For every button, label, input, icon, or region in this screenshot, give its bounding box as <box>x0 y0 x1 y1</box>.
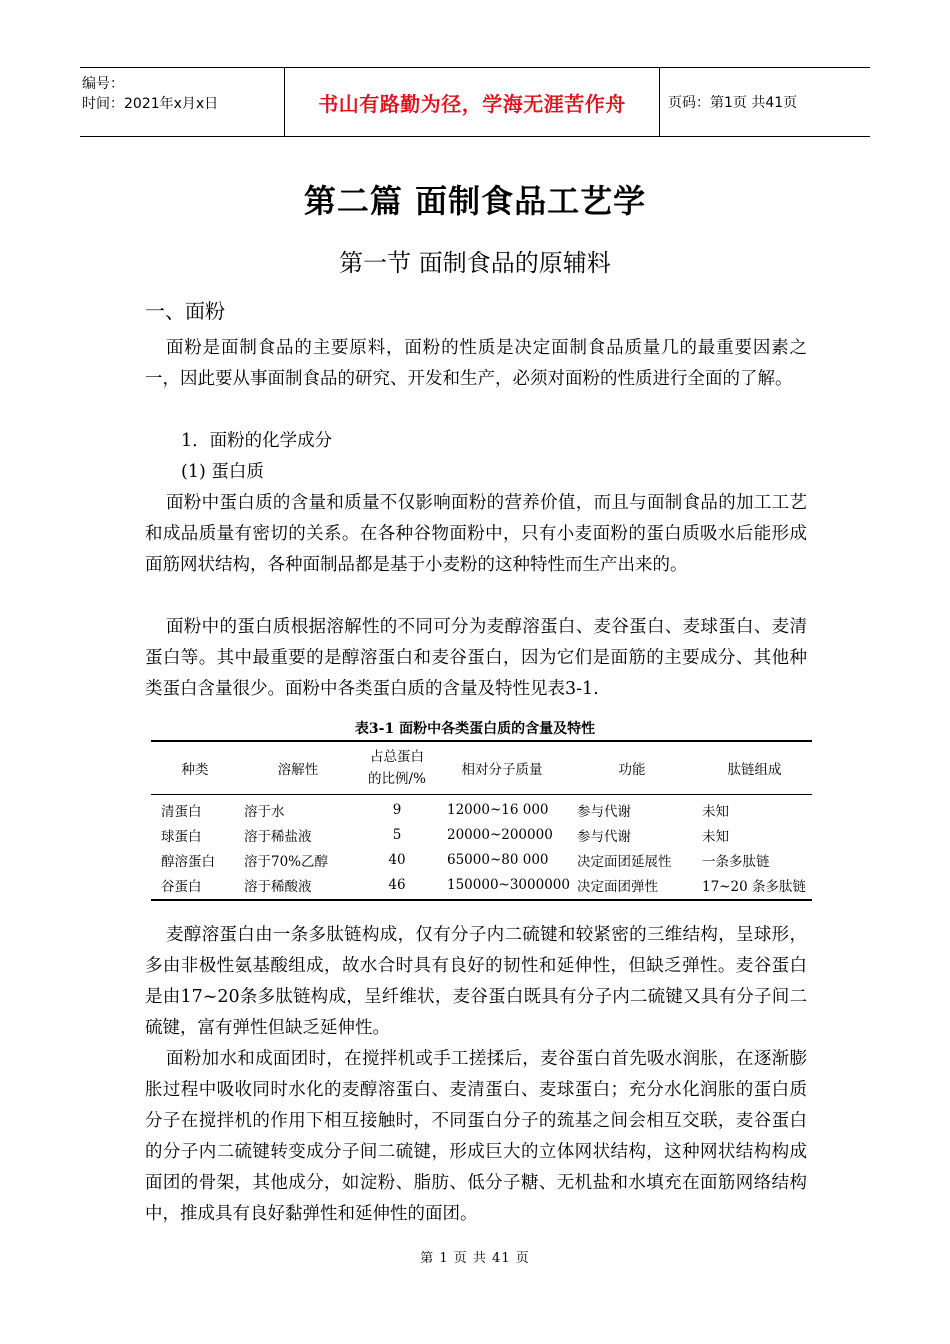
col-ratio-line1: 占总蛋白 <box>370 749 424 765</box>
cell-chain: 未知 <box>702 828 729 845</box>
table-row <box>151 847 812 872</box>
cell-solubility: 溶于稀盐液 <box>244 828 312 845</box>
cell-function: 决定面团弹性 <box>577 878 658 895</box>
page-header <box>80 67 870 137</box>
cell-ratio: 9 <box>392 801 402 818</box>
paragraph-5: 面粉加水和成面团时，在搅拌机或手工搓揉后，麦谷蛋白首先吸水润胀，在逐渐膨胀过程中吸收同时水化的麦醇溶蛋白、麦清蛋白、麦球蛋白；充分水化润胀的蛋白质分子在搅拌机的作用下相互接触时，不同蛋白分子的巯基之间会相互交联，麦谷蛋白的分子内二硫键转变成分子间二硫键，形成巨大的立体网状结构，这种网状结构构成面团的骨架，其他成分，如淀粉、脂肪、低分子糖、无机盐和水填充在面筋网络结构中，推成具有良好黏弹性和延伸性的面团。 <box>145 1049 807 1224</box>
cell-chain: 一条多肽链 <box>702 853 770 870</box>
table-caption: 表3-1 面粉中各类蛋白质的含量及特性 <box>354 721 596 737</box>
cell-mw: 12000~16 000 <box>447 801 549 818</box>
table-row <box>151 872 812 897</box>
table-header-row <box>151 742 812 795</box>
paragraph-4: 麦醇溶蛋白由一条多肽链构成，仅有分子内二硫键和较紧密的三维结构，呈球形，多由非极性氨基酸组成，故水合时具有良好的韧性和延伸性，但缺乏弹性。麦谷蛋白是由17~20条多肽链构成，呈纤维状，麦谷蛋白既具有分子内二硫键又具有分子间二硫键，富有弹性但缺乏延伸性。 <box>145 925 807 1038</box>
col-function: 功能 <box>618 762 646 778</box>
cell-function: 决定面团延展性 <box>577 853 672 870</box>
cell-kind: 谷蛋白 <box>161 878 202 895</box>
paragraph-1: 面粉是面制食品的主要原料，面粉的性质是决定面制食品质量几的最重要因素之一，因此要从事面制食品的研究、开发和生产，必须对面粉的性质进行全面的了解。 <box>145 338 807 389</box>
cell-kind: 清蛋白 <box>161 803 202 820</box>
table-row <box>151 797 812 822</box>
col-ratio <box>357 746 437 790</box>
table-row <box>151 822 812 847</box>
cell-solubility: 溶于稀酸液 <box>244 878 312 895</box>
list-item-protein: (1) 蛋白质 <box>181 462 264 482</box>
cell-ratio: 5 <box>392 826 402 843</box>
paragraph-2: 面粉中蛋白质的含量和质量不仅影响面粉的营养价值，而且与面制食品的加工工艺和成品质量有密切的关系。在各种谷物面粉中，只有小麦面粉的蛋白质吸水后能形成面筋网状结构，各种面制品都是基于小麦粉的这种特性而生产出来的。 <box>145 493 807 575</box>
cell-ratio: 46 <box>388 876 406 893</box>
paragraph-3: 面粉中的蛋白质根据溶解性的不同可分为麦醇溶蛋白、麦谷蛋白、麦球蛋白、麦清蛋白等。其中最重要的是醇溶蛋白和麦谷蛋白，因为它们是面筋的主要成分、其他种类蛋白含量很少。面粉中各类蛋白质的含量及特性见表3-1. <box>145 617 807 699</box>
document-number-label: 编号： <box>82 76 124 92</box>
cell-chain: 17~20 条多肽链 <box>702 878 806 895</box>
cell-solubility: 溶于70%乙醇 <box>244 853 329 870</box>
col-solubility: 溶解性 <box>277 762 319 778</box>
cell-mw: 20000~200000 <box>447 826 553 843</box>
header-motto: 书山有路勤为径，学海无涯苦作舟 <box>284 68 660 136</box>
col-chain: 肽链组成 <box>727 762 782 778</box>
section-subtitle: 第一节 面制食品的原辅料 <box>339 249 611 277</box>
cell-ratio: 40 <box>388 851 406 868</box>
header-page-info: 页码：第1页 共41页 <box>668 95 798 111</box>
cell-kind: 球蛋白 <box>161 828 202 845</box>
table-body <box>151 795 812 899</box>
cell-function: 参与代谢 <box>577 828 631 845</box>
cell-mw: 150000~3000000 <box>447 876 570 893</box>
document-title: 第二篇 面制食品工艺学 <box>303 182 647 220</box>
cell-function: 参与代谢 <box>577 803 631 820</box>
section-heading: 一、面粉 <box>145 299 225 323</box>
header-meta <box>80 68 284 136</box>
cell-chain: 未知 <box>702 803 729 820</box>
list-item-chemical-composition: 1．面粉的化学成分 <box>181 431 333 451</box>
protein-table <box>151 740 812 901</box>
col-molecular-weight: 相对分子质量 <box>461 762 543 778</box>
cell-kind: 醇溶蛋白 <box>161 853 215 870</box>
cell-solubility: 溶于水 <box>244 803 285 820</box>
col-kind: 种类 <box>181 762 209 778</box>
col-ratio-line2: 的比例/% <box>368 771 426 787</box>
page-footer: 第 1 页 共 41 页 <box>420 1251 530 1266</box>
cell-mw: 65000~80 000 <box>447 851 549 868</box>
document-date: 时间：2021年x月x日 <box>82 96 219 112</box>
